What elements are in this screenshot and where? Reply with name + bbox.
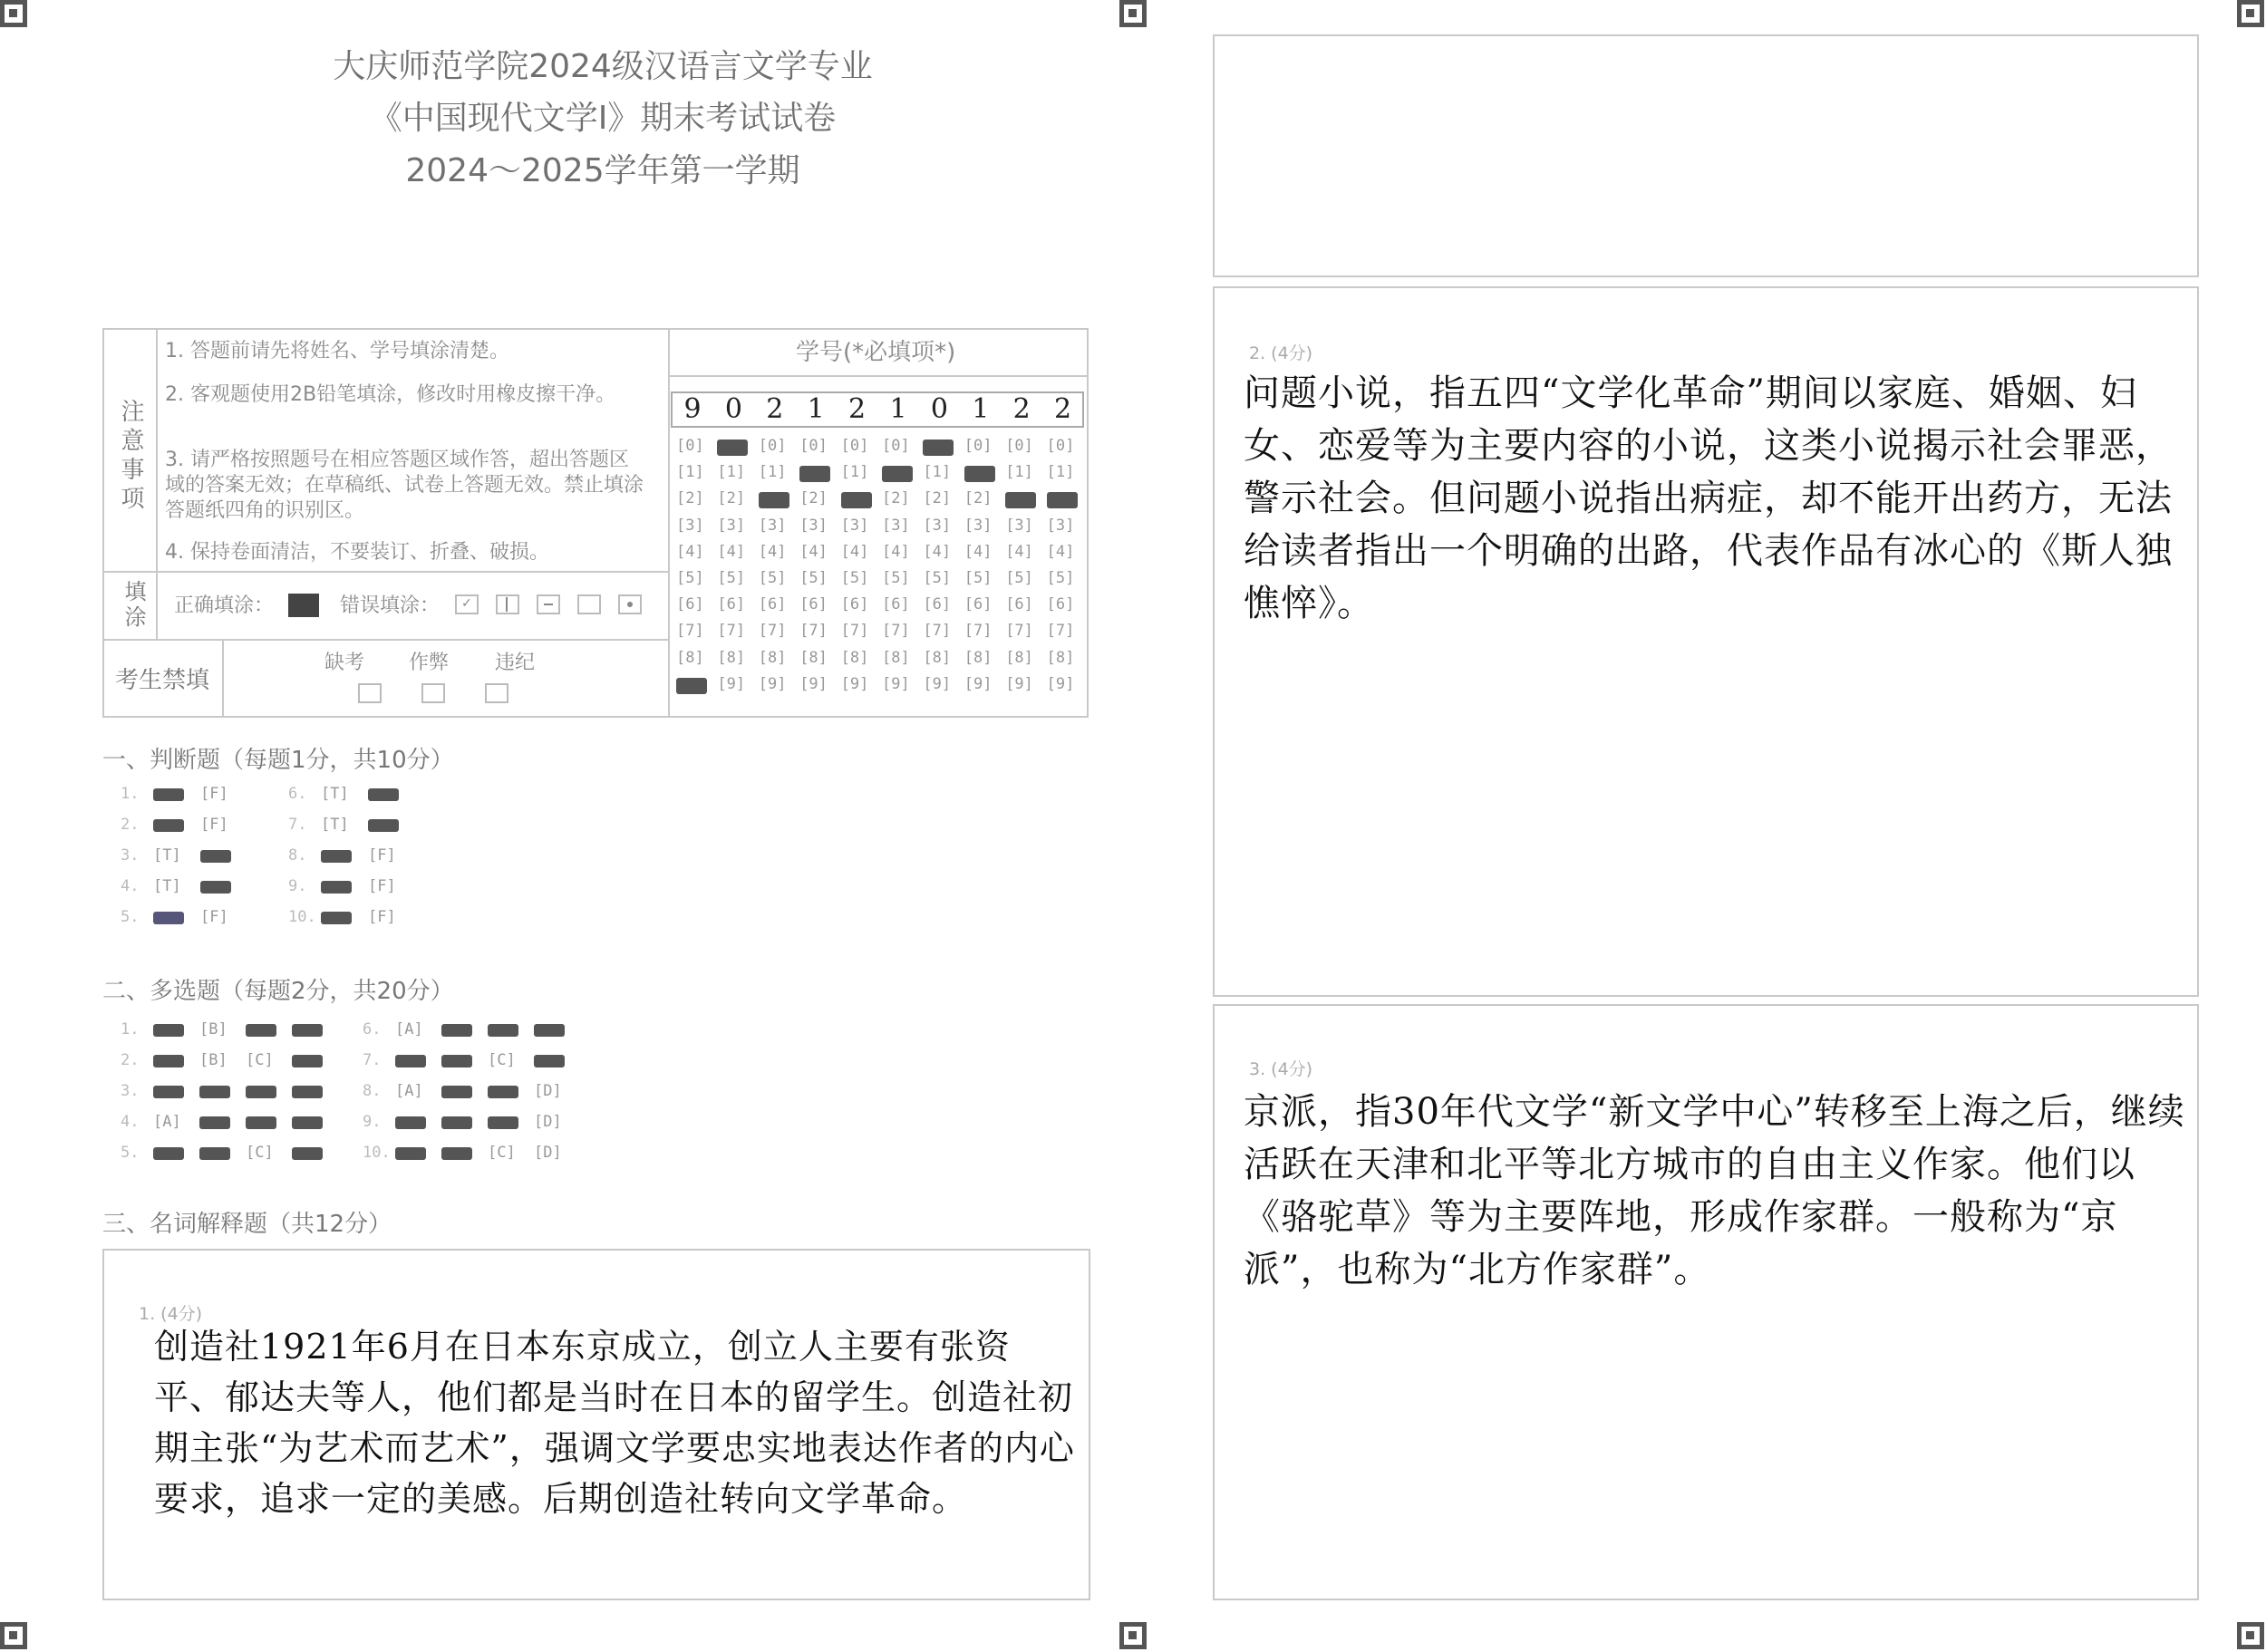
student-id-bubble[interactable]: [5] <box>799 569 828 587</box>
mcq-option-filled[interactable] <box>292 1024 323 1037</box>
mcq-option-filled[interactable] <box>153 1086 184 1098</box>
judgment-number: 1. <box>121 785 140 803</box>
question-label-q2: 2. (4分) <box>1249 343 1313 363</box>
mcq-number: 10. <box>363 1144 391 1162</box>
student-id-bubble[interactable]: [4] <box>964 542 993 561</box>
student-id-bubble[interactable]: [5] <box>840 569 869 587</box>
student-id-written-digit: 0 <box>724 393 742 425</box>
student-id-bubble[interactable]: [2] <box>923 489 952 508</box>
mcq-option-filled[interactable] <box>395 1055 426 1068</box>
judgment-f-option[interactable]: [F] <box>200 785 228 803</box>
mcq-option[interactable]: [D] <box>534 1113 562 1131</box>
student-id-bubble[interactable]: [9] <box>1005 674 1033 693</box>
judgment-t-option[interactable]: [T] <box>153 877 181 895</box>
student-id-bubble[interactable]: [7] <box>840 622 869 641</box>
student-id-bubble[interactable]: [6] <box>1046 595 1075 614</box>
mcq-option[interactable]: [C] <box>246 1144 274 1162</box>
judgment-t-option[interactable]: [T] <box>153 846 181 865</box>
mcq-number: 1. <box>121 1020 140 1039</box>
student-id-bubble[interactable]: [5] <box>1005 569 1033 587</box>
mcq-option-filled[interactable] <box>395 1116 426 1129</box>
student-id-bubble[interactable]: [5] <box>964 569 993 587</box>
judgment-t-filled[interactable] <box>153 819 184 832</box>
mcq-number: 8. <box>363 1082 382 1100</box>
student-id-written-digit: 1 <box>807 393 825 425</box>
student-id-bubble[interactable]: [1] <box>717 463 746 482</box>
student-id-bubble[interactable]: [6] <box>799 595 828 614</box>
mcq-number: 2. <box>121 1051 140 1069</box>
judgment-f-filled[interactable] <box>368 788 399 801</box>
student-id-bubble[interactable]: [6] <box>717 595 746 614</box>
mcq-number: 3. <box>121 1082 140 1100</box>
notice-label: 注意事项 <box>117 399 144 515</box>
student-id-bubble[interactable]: [7] <box>799 622 828 641</box>
student-id-bubble[interactable]: [9] <box>923 674 952 693</box>
student-id-bubble[interactable]: [6] <box>1005 595 1033 614</box>
student-id-bubble[interactable]: [7] <box>923 622 952 641</box>
student-id-bubble-filled[interactable] <box>964 466 995 482</box>
proctor-label: 考生禁填 <box>115 667 210 694</box>
student-id-bubble[interactable]: [9] <box>882 674 910 693</box>
student-id-bubble[interactable]: [0] <box>1046 437 1075 455</box>
wrong-fill-dot-sample <box>618 594 642 614</box>
section1-title: 一、判断题（每题1分，共10分） <box>102 747 454 774</box>
student-id-bubble[interactable]: [1] <box>758 463 787 482</box>
student-id-written-digit: 2 <box>766 393 784 425</box>
student-id-written-digit: 0 <box>930 393 948 425</box>
student-id-bubble[interactable]: [3] <box>923 516 952 535</box>
student-id-bubble[interactable]: [5] <box>1046 569 1075 587</box>
student-id-bubble[interactable]: [8] <box>840 648 869 667</box>
handwritten-answer-q2: 问题小说，指五四“文学化革命”期间以家庭、婚姻、妇女、恋爱等为主要内容的小说，这类小说揭示社会罪恶，警示社会。但问题小说指出病症，却不能开出药方，无法给读者指出一个明确的出路，代表作品有冰心的《斯人独憔悴》。 <box>1244 372 2173 624</box>
mcq-option-filled[interactable] <box>199 1086 230 1098</box>
student-id-bubble[interactable]: [2] <box>882 489 910 508</box>
student-id-bubble-filled[interactable] <box>923 440 954 456</box>
student-id-bubble-filled[interactable] <box>1005 492 1036 508</box>
student-id-bubble[interactable]: [3] <box>758 516 787 535</box>
correct-fill-sample <box>288 594 319 617</box>
student-id-bubble[interactable]: [8] <box>923 648 952 667</box>
judgment-f-option[interactable]: [F] <box>368 846 396 865</box>
student-id-bubble[interactable]: [3] <box>882 516 910 535</box>
judgment-number: 9. <box>288 877 307 895</box>
student-id-bubble[interactable]: [9] <box>799 674 828 693</box>
judgment-t-filled[interactable] <box>153 788 184 801</box>
student-id-bubble[interactable]: [5] <box>717 569 746 587</box>
mcq-option-filled[interactable] <box>292 1055 323 1068</box>
mcq-option-filled[interactable] <box>488 1024 518 1037</box>
student-id-bubble[interactable]: [6] <box>758 595 787 614</box>
judgment-t-filled[interactable] <box>321 881 352 894</box>
student-id-bubble[interactable]: [0] <box>799 437 828 455</box>
mcq-number: 9. <box>363 1113 382 1131</box>
section2-title: 二、多选题（每题2分，共20分） <box>102 978 454 1005</box>
student-id-bubble-filled[interactable] <box>759 492 789 508</box>
student-id-bubble[interactable]: [4] <box>758 542 787 561</box>
mcq-option-filled[interactable] <box>441 1086 472 1098</box>
judgment-t-filled[interactable] <box>321 912 352 924</box>
judgment-t-option[interactable]: [T] <box>321 785 349 803</box>
question-label-q1: 1. (4分) <box>139 1304 203 1324</box>
student-id-bubble[interactable]: [0] <box>758 437 787 455</box>
mcq-option-filled[interactable] <box>488 1086 518 1098</box>
mcq-option-filled[interactable] <box>292 1116 323 1129</box>
mcq-number: 6. <box>363 1020 382 1039</box>
student-id-bubble[interactable]: [3] <box>1046 516 1075 535</box>
judgment-f-filled[interactable] <box>368 819 399 832</box>
notice-item-3: 3. 请严格按照题号在相应答题区域作答，超出答题区域的答案无效；在草稿纸、试卷上答题无效。禁止填涂答题纸四角的识别区。 <box>165 449 644 522</box>
student-id-bubble[interactable]: [6] <box>923 595 952 614</box>
mcq-option-filled[interactable] <box>441 1116 472 1129</box>
mcq-option[interactable]: [B] <box>199 1051 228 1069</box>
student-id-bubble[interactable]: [4] <box>882 542 910 561</box>
mcq-option-filled[interactable] <box>153 1055 184 1068</box>
mcq-option[interactable]: [C] <box>488 1144 516 1162</box>
student-id-bubble[interactable]: [9] <box>840 674 869 693</box>
student-id-bubble[interactable]: [1] <box>676 463 704 482</box>
judgment-f-option[interactable]: [F] <box>200 908 228 926</box>
proctor-option-violation: 违纪 <box>495 652 536 674</box>
section3-title: 三、名词解释题（共12分） <box>102 1211 392 1238</box>
student-id-bubble[interactable]: [8] <box>717 648 746 667</box>
student-id-bubble[interactable]: [0] <box>676 437 704 455</box>
student-id-written-digit: 2 <box>848 393 867 425</box>
student-id-bubble[interactable]: [2] <box>676 489 704 508</box>
exam-title-line1: 大庆师范学院2024级汉语言文学专业 <box>333 48 873 85</box>
student-id-bubble[interactable]: [7] <box>758 622 787 641</box>
student-id-bubble[interactable]: [4] <box>1046 542 1075 561</box>
student-id-bubble[interactable]: [2] <box>799 489 828 508</box>
question-label-q3: 3. (4分) <box>1249 1059 1313 1079</box>
notice-item-2: 2. 客观题使用2B铅笔填涂，修改时用橡皮擦干净。 <box>165 383 616 406</box>
mcq-option[interactable]: [A] <box>153 1113 181 1131</box>
judgment-f-filled[interactable] <box>200 881 231 894</box>
mcq-option-filled[interactable] <box>153 1147 184 1160</box>
judgment-t-option[interactable]: [T] <box>321 816 349 834</box>
mcq-option[interactable]: [C] <box>488 1051 516 1069</box>
student-id-bubble[interactable]: [7] <box>1005 622 1033 641</box>
mcq-option[interactable]: [C] <box>246 1051 274 1069</box>
judgment-f-option[interactable]: [F] <box>200 816 228 834</box>
student-id-bubble[interactable]: [9] <box>758 674 787 693</box>
judgment-t-filled[interactable] <box>153 912 184 924</box>
mcq-option-filled[interactable] <box>153 1024 184 1037</box>
mcq-option-filled[interactable] <box>292 1147 323 1160</box>
student-id-bubble[interactable]: [2] <box>964 489 993 508</box>
student-id-written-digit: 1 <box>889 393 907 425</box>
student-id-bubble[interactable]: [3] <box>840 516 869 535</box>
mcq-option[interactable]: [D] <box>534 1144 562 1162</box>
wrong-fill-bar-sample <box>496 594 519 614</box>
registration-mark <box>0 1622 27 1649</box>
student-id-bubble-filled[interactable] <box>882 466 913 482</box>
mcq-option-filled[interactable] <box>441 1147 472 1160</box>
mcq-option-filled[interactable] <box>488 1116 518 1129</box>
mcq-option-filled[interactable] <box>246 1116 276 1129</box>
student-id-written-digit: 2 <box>1012 393 1031 425</box>
student-id-written-digit: 9 <box>683 393 702 425</box>
student-id-bubble[interactable]: [3] <box>964 516 993 535</box>
wrong-fill-label: 错误填涂： <box>340 594 441 617</box>
notice-item-4: 4. 保持卷面清洁，不要装订、折叠、破损。 <box>165 541 549 564</box>
mcq-option-filled[interactable] <box>246 1086 276 1098</box>
student-id-bubble[interactable]: [8] <box>1046 648 1075 667</box>
mcq-option-filled[interactable] <box>292 1086 323 1098</box>
student-id-bubble[interactable]: [4] <box>676 542 704 561</box>
answer-box-blank <box>1213 34 2199 277</box>
mcq-option-filled[interactable] <box>246 1024 276 1037</box>
proctor-option-cheating: 作弊 <box>409 652 450 674</box>
judgment-number: 4. <box>121 877 140 895</box>
registration-mark <box>1119 0 1147 27</box>
judgment-number: 7. <box>288 816 307 834</box>
student-id-bubble[interactable]: [8] <box>1005 648 1033 667</box>
proctor-checkbox-absent[interactable] <box>358 683 382 703</box>
registration-mark <box>1119 1622 1147 1649</box>
student-id-bubble[interactable]: [0] <box>1005 437 1033 455</box>
exam-title-line2: 《中国现代文学Ⅰ》期末考试试卷 <box>369 100 837 137</box>
student-id-bubble[interactable]: [0] <box>882 437 910 455</box>
student-id-bubble[interactable]: [1] <box>840 463 869 482</box>
student-id-bubble[interactable]: [8] <box>882 648 910 667</box>
judgment-number: 10. <box>288 908 316 926</box>
mcq-number: 7. <box>363 1051 382 1069</box>
student-id-bubble[interactable]: [2] <box>717 489 746 508</box>
wrong-fill-dash-sample <box>537 594 560 614</box>
student-id-bubble[interactable]: [6] <box>840 595 869 614</box>
wrong-fill-check-sample: ✓ <box>455 594 479 614</box>
student-id-bubble[interactable]: [7] <box>676 622 704 641</box>
student-id-bubble[interactable]: [7] <box>717 622 746 641</box>
student-id-bubble[interactable]: [9] <box>1046 674 1075 693</box>
mcq-option[interactable]: [B] <box>199 1020 228 1039</box>
student-id-bubble[interactable]: [5] <box>923 569 952 587</box>
proctor-checkbox-violation[interactable] <box>485 683 508 703</box>
judgment-number: 3. <box>121 846 140 865</box>
student-id-written-digit: 1 <box>972 393 990 425</box>
student-id-bubble[interactable]: [1] <box>1046 463 1075 482</box>
mcq-option-filled[interactable] <box>441 1055 472 1068</box>
student-id-bubble[interactable]: [6] <box>964 595 993 614</box>
student-id-bubble[interactable]: [5] <box>882 569 910 587</box>
student-id-bubble-filled[interactable] <box>1047 492 1078 508</box>
student-id-bubble[interactable]: [7] <box>882 622 910 641</box>
judgment-t-filled[interactable] <box>321 850 352 863</box>
student-id-bubble-filled[interactable] <box>799 466 830 482</box>
registration-mark <box>2237 1622 2264 1649</box>
student-id-bubble[interactable]: [1] <box>1005 463 1033 482</box>
exam-title-line3: 2024～2025学年第一学期 <box>405 152 800 189</box>
mcq-option-filled[interactable] <box>534 1055 565 1068</box>
student-id-bubble[interactable]: [9] <box>717 674 746 693</box>
student-id-bubble[interactable]: [7] <box>964 622 993 641</box>
student-id-bubble[interactable]: [4] <box>717 542 746 561</box>
student-id-bubble[interactable]: [5] <box>676 569 704 587</box>
student-id-bubble[interactable]: [8] <box>799 648 828 667</box>
student-id-bubble[interactable]: [9] <box>964 674 993 693</box>
student-id-bubble[interactable]: [6] <box>882 595 910 614</box>
student-id-bubble[interactable]: [7] <box>1046 622 1075 641</box>
student-id-bubble[interactable]: [0] <box>840 437 869 455</box>
handwritten-answer-q3: 京派，指30年代文学“新文学中心”转移至上海之后，继续活跃在天津和北平等北方城市的自由主义作家。他们以《骆驼草》等为主要阵地，形成作家群。一般称为“京派”，也称为“北方作家群”。 <box>1244 1091 2185 1290</box>
judgment-number: 6. <box>288 785 307 803</box>
judgment-f-option[interactable]: [F] <box>368 908 396 926</box>
judgment-f-option[interactable]: [F] <box>368 877 396 895</box>
registration-mark <box>2237 0 2264 27</box>
student-id-bubble-filled[interactable] <box>676 678 707 694</box>
fill-label: 填涂 <box>121 580 146 631</box>
student-id-bubble-filled[interactable] <box>841 492 872 508</box>
student-id-bubble[interactable]: [3] <box>799 516 828 535</box>
student-id-bubble[interactable]: [8] <box>964 648 993 667</box>
student-id-bubble[interactable]: [4] <box>840 542 869 561</box>
mcq-number: 4. <box>121 1113 140 1131</box>
judgment-number: 8. <box>288 846 307 865</box>
mcq-option[interactable]: [A] <box>395 1082 423 1100</box>
judgment-number: 2. <box>121 816 140 834</box>
proctor-checkbox-cheating[interactable] <box>421 683 445 703</box>
mcq-option[interactable]: [A] <box>395 1020 423 1039</box>
wrong-fill-empty-sample <box>577 594 601 614</box>
mcq-option-filled[interactable] <box>199 1116 230 1129</box>
student-id-bubble-filled[interactable] <box>717 440 748 456</box>
mcq-option-filled[interactable] <box>199 1147 230 1160</box>
mcq-option-filled[interactable] <box>441 1024 472 1037</box>
student-id-bubble[interactable]: [0] <box>964 437 993 455</box>
student-id-bubble[interactable]: [5] <box>758 569 787 587</box>
mcq-option[interactable]: [D] <box>534 1082 562 1100</box>
student-id-bubble[interactable]: [4] <box>799 542 828 561</box>
student-id-bubble[interactable]: [4] <box>1005 542 1033 561</box>
student-id-bubble[interactable]: [8] <box>758 648 787 667</box>
correct-fill-label: 正确填涂： <box>174 594 275 617</box>
student-id-bubble[interactable]: [1] <box>923 463 952 482</box>
mcq-option-filled[interactable] <box>534 1024 565 1037</box>
student-id-header: 学号(*必填项*) <box>796 339 956 366</box>
student-id-written-digit: 2 <box>1054 393 1072 425</box>
mcq-option-filled[interactable] <box>395 1147 426 1160</box>
notice-item-1: 1. 答题前请先将姓名、学号填涂清楚。 <box>165 340 509 362</box>
student-id-bubble[interactable]: [8] <box>676 648 704 667</box>
judgment-number: 5. <box>121 908 140 926</box>
student-id-bubble[interactable]: [4] <box>923 542 952 561</box>
mcq-number: 5. <box>121 1144 140 1162</box>
proctor-option-absent: 缺考 <box>324 652 365 674</box>
registration-mark <box>0 0 27 27</box>
student-id-bubble[interactable]: [6] <box>676 595 704 614</box>
handwritten-answer-q1: 创造社1921年6月在日本东京成立，创立人主要有张资平、郁达夫等人，他们都是当时在日本的留学生。创造社初期主张“为艺术而艺术”，强调文学要忠实地表达作者的内心要求，追求一定的美感。后期创造社转向文学革命。 <box>154 1327 1075 1519</box>
student-id-bubble[interactable]: [3] <box>676 516 704 535</box>
student-id-bubble[interactable]: [3] <box>717 516 746 535</box>
student-id-bubble[interactable]: [3] <box>1005 516 1033 535</box>
judgment-f-filled[interactable] <box>200 850 231 863</box>
